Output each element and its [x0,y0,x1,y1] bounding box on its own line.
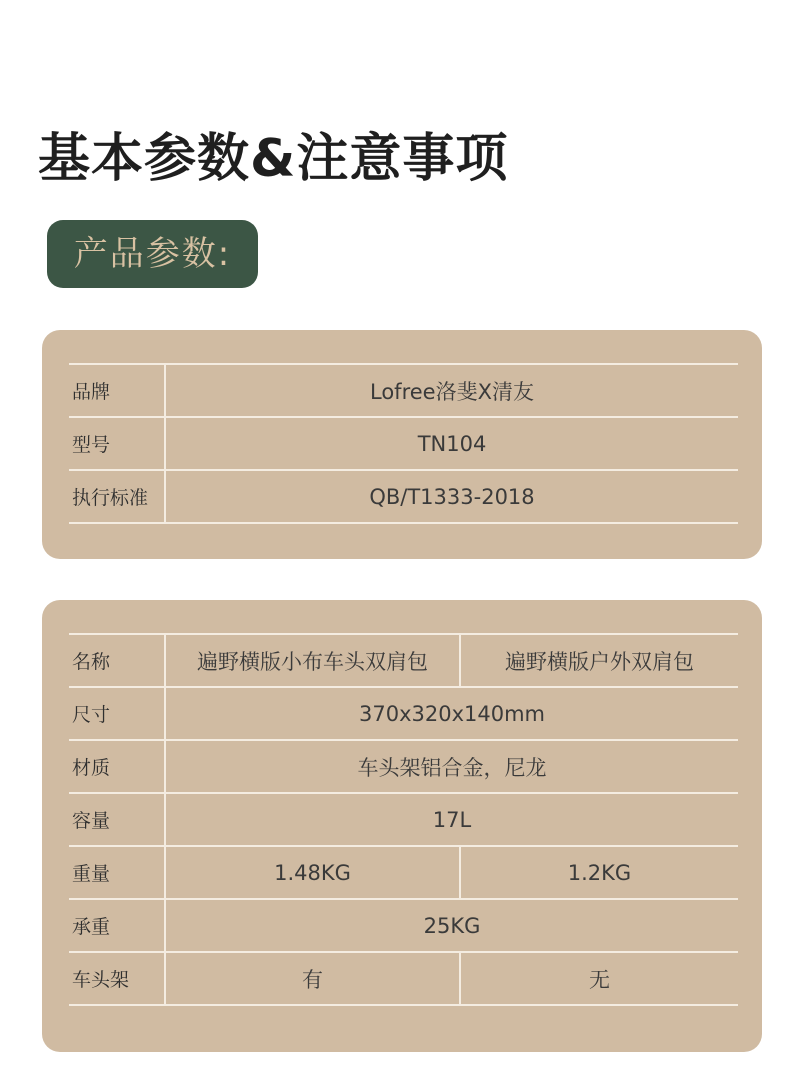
table-row [69,846,738,899]
product-spec-card [42,600,762,1052]
section-badge: 产品参数: [47,220,258,288]
spec-label-size: 尺寸 [69,687,165,740]
spec-value-model: TN104 [165,417,738,470]
spec-label-standard: 执行标准 [69,470,165,523]
spec-value-front-rack-left: 有 [165,952,460,1005]
spec-value-weight-left: 1.48KG [165,846,460,899]
table-row [69,793,738,846]
spec-label-material: 材质 [69,740,165,793]
table-row [69,687,738,740]
table-row [69,634,738,687]
table-row [69,417,738,470]
spec-value-size: 370x320x140mm [165,687,738,740]
spec-value-name-left: 遍野横版小布车头双肩包 [165,634,460,687]
spec-label-model: 型号 [69,417,165,470]
spec-value-load: 25KG [165,899,738,952]
product-spec-table [69,633,738,1006]
spec-label-load: 承重 [69,899,165,952]
basic-spec-card [42,330,762,559]
spec-value-front-rack-right: 无 [460,952,738,1005]
spec-value-capacity: 17L [165,793,738,846]
table-row [69,899,738,952]
table-row [69,470,738,523]
table-row [69,952,738,1005]
table-row [69,364,738,417]
spec-label-weight: 重量 [69,846,165,899]
spec-value-name-right: 遍野横版户外双肩包 [460,634,738,687]
page-title: 基本参数&注意事项 [38,129,509,189]
spec-value-weight-right: 1.2KG [460,846,738,899]
basic-spec-table [69,363,738,524]
spec-label-front-rack: 车头架 [69,952,165,1005]
spec-label-capacity: 容量 [69,793,165,846]
spec-label-name: 名称 [69,634,165,687]
table-row [69,740,738,793]
spec-value-standard: QB/T1333-2018 [165,470,738,523]
spec-value-brand: Lofree洛斐X清友 [165,364,738,417]
spec-value-material: 车头架铝合金，尼龙 [165,740,738,793]
spec-label-brand: 品牌 [69,364,165,417]
